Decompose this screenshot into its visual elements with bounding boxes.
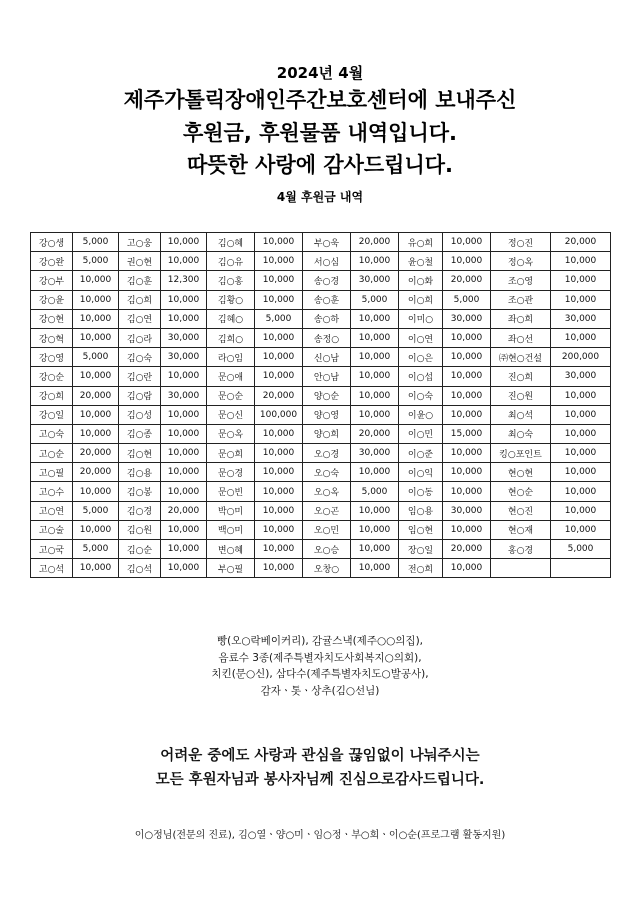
thanks-line: 어려운 중에도 사랑과 관심을 끊임없이 나눠주시는 (160, 748, 480, 764)
donation-amount-cell: 20,000 (73, 386, 119, 405)
donor-name-cell: 고○국 (31, 540, 73, 559)
donor-name-cell: 송○훈 (303, 290, 351, 309)
donor-name-cell: 최○석 (491, 405, 551, 424)
donation-amount-cell: 5,000 (73, 233, 119, 252)
table-title: 4월 후원금 내역 (276, 190, 364, 204)
donor-name-cell: 송○하 (303, 309, 351, 328)
donor-name-cell: 오○경 (303, 444, 351, 463)
donation-amount-cell: 10,000 (551, 252, 611, 271)
donor-name-cell: 양○영 (303, 405, 351, 424)
goods-line: 빵(오○락베이커리), 감귤스낵(제주○○의집), (216, 635, 424, 647)
goods-line: 치킨(문○신), 삼다수(제주특별자치도○발공사), (211, 668, 429, 680)
donor-name-cell: 김황○ (207, 290, 255, 309)
donation-amount-cell: 20,000 (443, 271, 491, 290)
donation-amount-cell: 30,000 (161, 348, 207, 367)
donor-name-cell: 문○경 (207, 463, 255, 482)
donor-name-cell: 김○봉 (119, 482, 161, 501)
donation-amount-cell: 10,000 (443, 367, 491, 386)
donor-name-cell: 임○현 (399, 520, 443, 539)
donation-amount-cell: 20,000 (551, 233, 611, 252)
donation-amount-cell: 20,000 (161, 501, 207, 520)
table-row (31, 348, 611, 367)
donor-name-cell: 문○순 (207, 386, 255, 405)
donation-amount-cell: 10,000 (255, 252, 303, 271)
donor-name-cell: 오○숙 (303, 463, 351, 482)
donor-name-cell: 임○용 (399, 501, 443, 520)
donor-name-cell: 김○훈 (119, 271, 161, 290)
donor-name-cell: 문○옥 (207, 424, 255, 443)
donor-name-cell: 김○순 (119, 540, 161, 559)
donation-amount-cell: 30,000 (161, 386, 207, 405)
donation-amount-cell: 20,000 (73, 463, 119, 482)
donation-amount-cell: 10,000 (161, 309, 207, 328)
donation-amount-cell: 10,000 (351, 501, 399, 520)
donation-amount-cell: 10,000 (351, 463, 399, 482)
donation-amount-cell: 10,000 (73, 328, 119, 347)
donor-name-cell: 고○연 (31, 501, 73, 520)
donor-name-cell: 강○부 (31, 271, 73, 290)
donation-amount-cell: 10,000 (351, 348, 399, 367)
donation-amount-cell: 10,000 (351, 252, 399, 271)
donor-name-cell: 송정○ (303, 328, 351, 347)
donation-amount-cell: 10,000 (351, 520, 399, 539)
donor-name-cell: 김○유 (207, 252, 255, 271)
donor-name-cell: ㈜현○건설 (491, 348, 551, 367)
donor-name-cell: 이○화 (399, 271, 443, 290)
donation-amount-cell: 10,000 (551, 328, 611, 347)
donor-name-cell: 김○란 (119, 367, 161, 386)
donor-name-cell: 이○섭 (399, 367, 443, 386)
donated-goods (0, 633, 640, 699)
donor-name-cell: 현○순 (491, 482, 551, 501)
donation-amount-cell: 10,000 (351, 559, 399, 578)
donation-amount-cell: 10,000 (255, 444, 303, 463)
donation-amount-cell: 5,000 (73, 252, 119, 271)
donor-name-cell: 이○동 (399, 482, 443, 501)
donor-name-cell: 김○석 (119, 559, 161, 578)
donation-amount-cell: 30,000 (551, 309, 611, 328)
donation-amount-cell: 15,000 (443, 424, 491, 443)
title-line-1: 제주가톨릭장애인주간보호센터에 보내주신 (123, 88, 517, 112)
donation-amount-cell: 10,000 (161, 540, 207, 559)
donor-name-cell: 이○민 (399, 424, 443, 443)
donor-name-cell: 정○옥 (491, 252, 551, 271)
donation-amount-cell: 10,000 (443, 252, 491, 271)
donation-amount-cell: 10,000 (73, 482, 119, 501)
table-row (31, 386, 611, 405)
donor-name-cell: 김○연 (119, 309, 161, 328)
donation-amount-cell: 10,000 (255, 482, 303, 501)
donor-name-cell: 오○옥 (303, 482, 351, 501)
table-row (31, 463, 611, 482)
donation-amount-cell: 5,000 (351, 482, 399, 501)
donation-amount-cell (551, 559, 611, 578)
donor-name-cell: 김○람 (119, 386, 161, 405)
donation-amount-cell: 10,000 (551, 520, 611, 539)
donor-name-cell: 이미○ (399, 309, 443, 328)
donor-name-cell: 전○희 (399, 559, 443, 578)
table-row (31, 271, 611, 290)
donor-name-cell: 김○현 (119, 444, 161, 463)
donor-name-cell: 김혜○ (207, 309, 255, 328)
donor-name-cell: 김○원 (119, 520, 161, 539)
donor-name-cell: 김○용 (119, 463, 161, 482)
donation-amount-cell: 5,000 (73, 540, 119, 559)
donation-amount-cell: 30,000 (351, 271, 399, 290)
donor-name-cell: 강○완 (31, 252, 73, 271)
title-line-3: 따뜻한 사랑에 감사드립니다. (186, 153, 454, 177)
donation-amount-cell: 10,000 (73, 271, 119, 290)
donation-amount-cell: 10,000 (255, 520, 303, 539)
donation-amount-cell: 10,000 (73, 290, 119, 309)
donation-amount-cell: 10,000 (443, 463, 491, 482)
donation-amount-cell: 10,000 (551, 482, 611, 501)
donation-amount-cell: 10,000 (161, 520, 207, 539)
donation-amount-cell: 5,000 (73, 348, 119, 367)
table-row (31, 424, 611, 443)
table-row (31, 501, 611, 520)
donation-amount-cell: 10,000 (255, 328, 303, 347)
donor-name-cell: 김○라 (119, 328, 161, 347)
donor-name-cell: 김○숙 (119, 348, 161, 367)
donor-name-cell: 이○익 (399, 463, 443, 482)
donation-amount-cell: 30,000 (351, 444, 399, 463)
donor-name-cell: 정○진 (491, 233, 551, 252)
donation-amount-cell: 10,000 (351, 328, 399, 347)
donation-amount-cell: 20,000 (73, 444, 119, 463)
donor-name-cell: 문○애 (207, 367, 255, 386)
donation-amount-cell: 10,000 (551, 501, 611, 520)
donation-amount-cell: 10,000 (161, 233, 207, 252)
donation-amount-cell: 10,000 (551, 271, 611, 290)
donor-name-cell: 김○홍 (207, 271, 255, 290)
table-row (31, 405, 611, 424)
table-row (31, 540, 611, 559)
table-row (31, 482, 611, 501)
donation-amount-cell: 10,000 (73, 405, 119, 424)
donation-amount-cell: 10,000 (161, 424, 207, 443)
donor-name-cell: 오○민 (303, 520, 351, 539)
donation-amount-cell: 10,000 (443, 405, 491, 424)
donor-name-cell: 김○혜 (207, 233, 255, 252)
donation-amount-cell: 10,000 (351, 386, 399, 405)
donor-name-cell: 강○일 (31, 405, 73, 424)
donation-amount-cell: 10,000 (443, 482, 491, 501)
donor-name-cell: 홍○경 (491, 540, 551, 559)
donor-name-cell: 서○심 (303, 252, 351, 271)
donation-amount-cell: 10,000 (73, 520, 119, 539)
donation-amount-cell: 10,000 (551, 405, 611, 424)
donor-name-cell: 이윤○ (399, 405, 443, 424)
donor-name-cell: 진○희 (491, 367, 551, 386)
donation-amount-cell: 10,000 (551, 386, 611, 405)
donor-name-cell: 최○숙 (491, 424, 551, 443)
donor-name-cell: 현○현 (491, 463, 551, 482)
donation-amount-cell: 20,000 (351, 424, 399, 443)
donor-name-cell: 변○혜 (207, 540, 255, 559)
donor-name-cell: 현○진 (491, 501, 551, 520)
donation-amount-cell: 10,000 (443, 386, 491, 405)
donation-amount-cell: 5,000 (255, 309, 303, 328)
donor-name-cell: 강○희 (31, 386, 73, 405)
table-row (31, 252, 611, 271)
donor-name-cell: 고○수 (31, 482, 73, 501)
donation-amount-cell: 10,000 (443, 348, 491, 367)
donor-name-cell: 강○순 (31, 367, 73, 386)
donor-name-cell: 현○재 (491, 520, 551, 539)
table-row (31, 520, 611, 539)
table-row (31, 233, 611, 252)
donation-amount-cell: 10,000 (255, 540, 303, 559)
donation-amount-cell: 10,000 (161, 290, 207, 309)
donor-name-cell: 김○종 (119, 424, 161, 443)
donation-amount-cell: 10,000 (551, 444, 611, 463)
donor-name-cell: 안○남 (303, 367, 351, 386)
title-line-2: 후원금, 후원물품 내역입니다. (182, 121, 457, 145)
donation-amount-cell: 20,000 (443, 540, 491, 559)
donation-amount-cell: 10,000 (255, 501, 303, 520)
donor-name-cell: 권○현 (119, 252, 161, 271)
donation-amount-cell: 10,000 (255, 559, 303, 578)
donation-amount-cell: 30,000 (443, 309, 491, 328)
donor-name-cell: 라○임 (207, 348, 255, 367)
donor-name-cell: 신○남 (303, 348, 351, 367)
donor-name-cell: 송○경 (303, 271, 351, 290)
donor-name-cell: 진○원 (491, 386, 551, 405)
donor-name-cell: 강○혁 (31, 328, 73, 347)
donor-name-cell: 부○필 (207, 559, 255, 578)
donor-name-cell: 고○술 (31, 520, 73, 539)
donor-name-cell: 좌○희 (491, 309, 551, 328)
table-row (31, 328, 611, 347)
donor-name-cell: 이○희 (399, 290, 443, 309)
donation-amount-cell: 10,000 (161, 463, 207, 482)
donor-name-cell: 윤○철 (399, 252, 443, 271)
donor-name-cell: 고○숙 (31, 424, 73, 443)
table-row (31, 444, 611, 463)
donor-name-cell: 조○관 (491, 290, 551, 309)
donation-amount-cell: 10,000 (551, 290, 611, 309)
donation-amount-cell: 10,000 (351, 309, 399, 328)
donation-amount-cell: 10,000 (73, 309, 119, 328)
donation-amount-cell: 20,000 (255, 386, 303, 405)
donor-name-cell: 강○윤 (31, 290, 73, 309)
donation-amount-cell: 10,000 (443, 520, 491, 539)
donor-name-cell: 이○은 (399, 348, 443, 367)
donation-amount-cell: 10,000 (161, 444, 207, 463)
donation-amount-cell: 10,000 (73, 559, 119, 578)
table-row (31, 559, 611, 578)
donation-amount-cell: 30,000 (443, 501, 491, 520)
table-row (31, 309, 611, 328)
donor-name-cell: 고○필 (31, 463, 73, 482)
donation-amount-cell: 10,000 (551, 424, 611, 443)
donor-name-cell: 김○성 (119, 405, 161, 424)
donation-amount-cell: 20,000 (351, 233, 399, 252)
donation-amount-cell: 10,000 (73, 424, 119, 443)
donation-amount-cell: 12,300 (161, 271, 207, 290)
report-date: 2024년 4월 (276, 64, 364, 82)
donor-name-cell: 양○희 (303, 424, 351, 443)
donor-name-cell: 오○승 (303, 540, 351, 559)
donor-name-cell: 오○곤 (303, 501, 351, 520)
donation-amount-cell: 10,000 (443, 444, 491, 463)
donor-name-cell: 박○미 (207, 501, 255, 520)
donation-amount-cell: 10,000 (551, 463, 611, 482)
donor-name-cell: 양○순 (303, 386, 351, 405)
donor-name-cell: 문○빈 (207, 482, 255, 501)
thanks-message (0, 744, 640, 792)
donor-name-cell: 오창○ (303, 559, 351, 578)
donation-amount-cell: 10,000 (351, 405, 399, 424)
donor-name-cell: 이○숙 (399, 386, 443, 405)
donation-amount-cell: 10,000 (351, 540, 399, 559)
donor-name-cell: 김희○ (207, 328, 255, 347)
donor-name-cell: 백○미 (207, 520, 255, 539)
donor-name-cell: 김○경 (119, 501, 161, 520)
volunteers-line: 이○정님(전문의 진료), 김○열ㆍ양○미ㆍ임○정ㆍ부○희ㆍ이○순(프로그램 활동지원) (134, 830, 506, 841)
donor-name-cell: 고○웅 (119, 233, 161, 252)
donor-name-cell: 문○신 (207, 405, 255, 424)
donation-amount-cell: 10,000 (161, 559, 207, 578)
donor-name-cell: 강○현 (31, 309, 73, 328)
goods-line: 음료수 3종(제주특별자치도사회복지○의회), (218, 651, 422, 664)
goods-line: 감자ㆍ톳ㆍ상추(김○선님) (260, 684, 380, 697)
donor-name-cell: 좌○선 (491, 328, 551, 347)
donation-amount-cell: 10,000 (443, 328, 491, 347)
donor-name-cell (491, 559, 551, 578)
donor-name-cell: 강○영 (31, 348, 73, 367)
donation-amount-cell: 10,000 (255, 233, 303, 252)
donor-name-cell: 김○희 (119, 290, 161, 309)
donor-name-cell: 문○희 (207, 444, 255, 463)
donation-amount-cell: 10,000 (255, 290, 303, 309)
donation-amount-cell: 5,000 (443, 290, 491, 309)
donation-amount-cell: 10,000 (255, 271, 303, 290)
table-row (31, 367, 611, 386)
donation-amount-cell: 5,000 (351, 290, 399, 309)
donation-amount-cell: 10,000 (161, 405, 207, 424)
donor-name-cell: 조○영 (491, 271, 551, 290)
donation-amount-cell: 10,000 (255, 348, 303, 367)
donation-table (30, 232, 611, 578)
donation-amount-cell: 10,000 (443, 233, 491, 252)
donation-table-body (31, 233, 611, 578)
donor-name-cell: 고○순 (31, 444, 73, 463)
donor-name-cell: 이○준 (399, 444, 443, 463)
donation-amount-cell: 10,000 (351, 367, 399, 386)
donor-name-cell: 고○석 (31, 559, 73, 578)
donation-amount-cell: 10,000 (443, 559, 491, 578)
donation-amount-cell: 200,000 (551, 348, 611, 367)
donation-amount-cell: 5,000 (551, 540, 611, 559)
donation-amount-cell: 30,000 (551, 367, 611, 386)
donation-amount-cell: 10,000 (73, 367, 119, 386)
donation-amount-cell: 100,000 (255, 405, 303, 424)
donor-name-cell: 이○연 (399, 328, 443, 347)
donation-amount-cell: 30,000 (161, 328, 207, 347)
donor-name-cell: 장○일 (399, 540, 443, 559)
donation-amount-cell: 10,000 (255, 424, 303, 443)
donation-amount-cell: 10,000 (255, 367, 303, 386)
donor-name-cell: 킹○포인트 (491, 444, 551, 463)
donation-amount-cell: 10,000 (255, 463, 303, 482)
donor-name-cell: 부○욱 (303, 233, 351, 252)
donation-amount-cell: 10,000 (161, 482, 207, 501)
donation-amount-cell: 10,000 (161, 367, 207, 386)
donor-name-cell: 유○희 (399, 233, 443, 252)
donation-amount-cell: 10,000 (161, 252, 207, 271)
thanks-line: 모든 후원자님과 봉사자님께 진심으로감사드립니다. (155, 772, 485, 788)
table-row (31, 290, 611, 309)
donation-amount-cell: 5,000 (73, 501, 119, 520)
donor-name-cell: 강○생 (31, 233, 73, 252)
